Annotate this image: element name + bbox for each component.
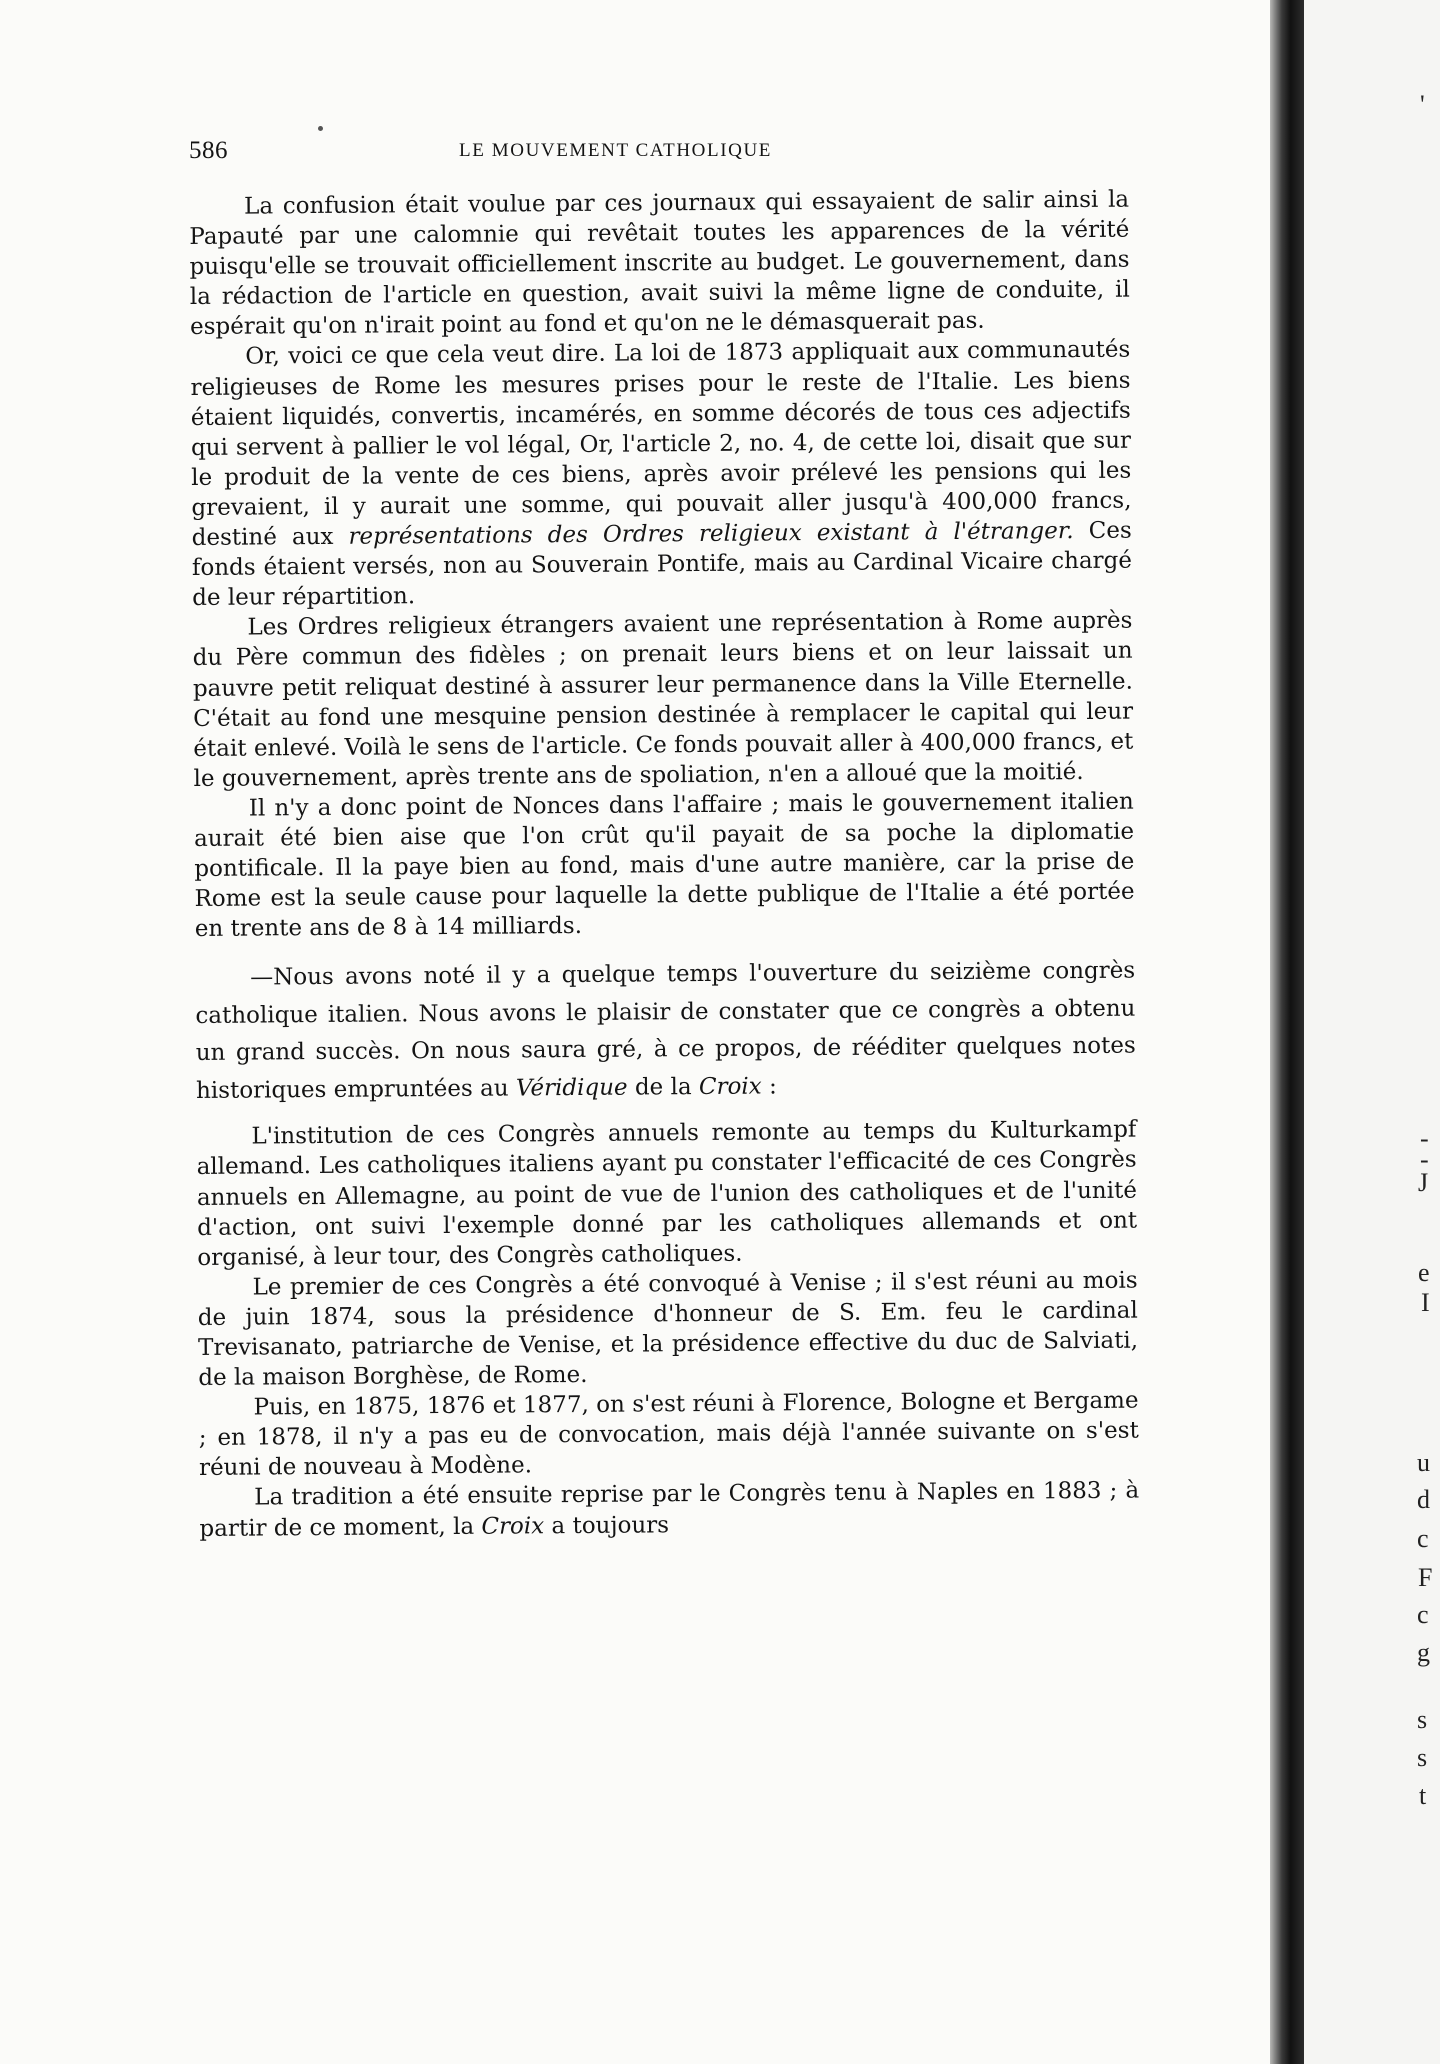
facing-page-edge xyxy=(1304,0,1440,2064)
facing-fragment: c xyxy=(1417,1600,1429,1629)
paragraph-naples-end: a toujours xyxy=(544,1511,670,1539)
paragraph-nonces: Il n'y a donc point de Nonces dans l'affaire ; mais le gouvernement italien aurait été bien aise que l'on crût qu'il payait de sa poche la diplomatie pontificale. Il la paye bien au fond, mais d'une autre manière, car la prise de Rome est la seule cause pour laquelle la dette publique de l'Italie a été portée en trente ans de 8 à 14 milliards. xyxy=(193,788,1135,943)
paragraph-florence: Puis, en 1875, 1876 et 1877, on s'est réuni à Florence, Bologne et Bergame ; en 1878, il n'y a pas eu de convocation, mais déjà l'année suivante on s'est réuni de nouveau à Modène. xyxy=(198,1387,1139,1482)
facing-fragment: g xyxy=(1417,1638,1430,1667)
facing-fragment: s xyxy=(1417,1743,1428,1772)
paragraph-ordres-religieux: Les Ordres religieux étrangers avaient une représentation à Rome auprès du Père commun des fidèles ; on prenait leurs biens et on leur laissait un pauvre petit reliquat destiné à assurer leur permanence dans la Ville Eternelle. C'était au fond une mesquine pension destinée à remplacer le capital qui leur était enlevé. Voilà le sens de l'article. Ce fonds pouvait aller à 400,000 francs, et le gouvernement, après trente ans de spoliation, n'en a alloué que la moitié. xyxy=(192,607,1134,792)
book-gutter xyxy=(1270,0,1304,2064)
facing-fragment: s xyxy=(1417,1705,1428,1734)
paragraph-congres-end: : xyxy=(761,1073,777,1100)
paragraph-loi-1873-end: Ces fonds étaient versés, non au Souverain Pontife, mais au Cardinal Vicaire chargé de leur répartition. xyxy=(191,517,1133,612)
italic-croix: Croix xyxy=(698,1073,762,1100)
italic-croix-2: Croix xyxy=(481,1512,545,1540)
facing-fragment: J xyxy=(1418,1168,1429,1197)
paragraph-congres xyxy=(195,953,1136,1110)
page-number: 586 xyxy=(189,137,228,164)
facing-fragment: I xyxy=(1421,1288,1430,1317)
facing-fragment: c xyxy=(1417,1524,1429,1553)
print-speck xyxy=(318,126,323,131)
facing-fragment: ' xyxy=(1420,90,1425,119)
facing-fragment: t xyxy=(1419,1781,1427,1810)
paragraph-confusion: La confusion était voulue par ces journaux qui essayaient de salir ainsi la Papauté par une calomnie qui revêtait toutes les apparences de la vérité puisqu'elle se trouvait officiellement inscrite au budget. Le gouvernement, dans la rédaction de l'article en question, avait suivi la même ligne de conduite, il espérait qu'on n'irait point au fond et qu'on ne le démasquerait pas. xyxy=(189,186,1130,341)
paragraph-naples xyxy=(199,1476,1139,1544)
paragraph-venise: Le premier de ces Congrès a été convoqué à Venise ; il s'est réuni au mois de juin 1874, sous la présidence d'honneur de S. Em. feu le cardinal Trevisanato, patriarche de Venise, et la présidence effective du duc de Salviati, de la maison Borghèse, de Rome. xyxy=(197,1267,1139,1392)
facing-fragment: u xyxy=(1417,1448,1430,1477)
body-text xyxy=(189,185,1140,1544)
paragraph-institution: L'institution de ces Congrès annuels remonte au temps du Kulturkampf allemand. Les catholiques italiens ayant pu constater l'efficacité de ces Congrès annuels en Allemagne, au point de vue de l'union des catholiques et de l'unité d'action, ont suivi l'exemple donné par les catholiques allemands et ont organisé, à leur tour, des Congrès catholiques. xyxy=(196,1116,1138,1271)
running-title: LE MOUVEMENT CATHOLIQUE xyxy=(459,140,772,161)
paragraph-naples-start: La tradition a été ensuite reprise par le Congrès tenu à Naples en 1883 ; à partir de ce moment, la xyxy=(199,1478,1140,1542)
paragraph-congres-middle: de la xyxy=(627,1073,700,1101)
italic-representations: représentations des Ordres religieux existant à l'étranger. xyxy=(348,518,1074,550)
paragraph-loi-1873 xyxy=(190,335,1132,613)
page-header xyxy=(189,135,1067,175)
paragraph-loi-1873-start: Or, voici ce que cela veut dire. La loi de 1873 appliquait aux communautés religieuses de Rome les mesures prises pour le reste de l'Italie. Les biens étaient liquidés, convertis, incamérés, en somme décorés de tous ces adjectifs qui servent à pallier le vol légal, Or, l'article 2, no. 4, de cette loi, disait que sur le produit de la vente de ces biens, après avoir prélevé les pensions qui les grevaient, il y aurait une somme, qui pouvait aller jusqu'à 400,000 francs, destiné aux xyxy=(190,337,1132,552)
facing-fragment: - xyxy=(1420,1145,1429,1174)
facing-fragment: F xyxy=(1418,1563,1433,1592)
facing-fragment: e xyxy=(1418,1258,1430,1287)
paragraph-congres-start: —Nous avons noté il y a quelque temps l'ouverture du seizième congrès catholique italien. Nous avons le plaisir de constater que ce congrès a obtenu un grand succès. On nous saura gré, à ce propos, de rééditer quelques notes historiques empruntées au xyxy=(195,957,1136,1104)
facing-fragment: - xyxy=(1420,1124,1429,1153)
facing-fragment: d xyxy=(1417,1485,1430,1514)
italic-veridique: Véridique xyxy=(515,1074,628,1102)
